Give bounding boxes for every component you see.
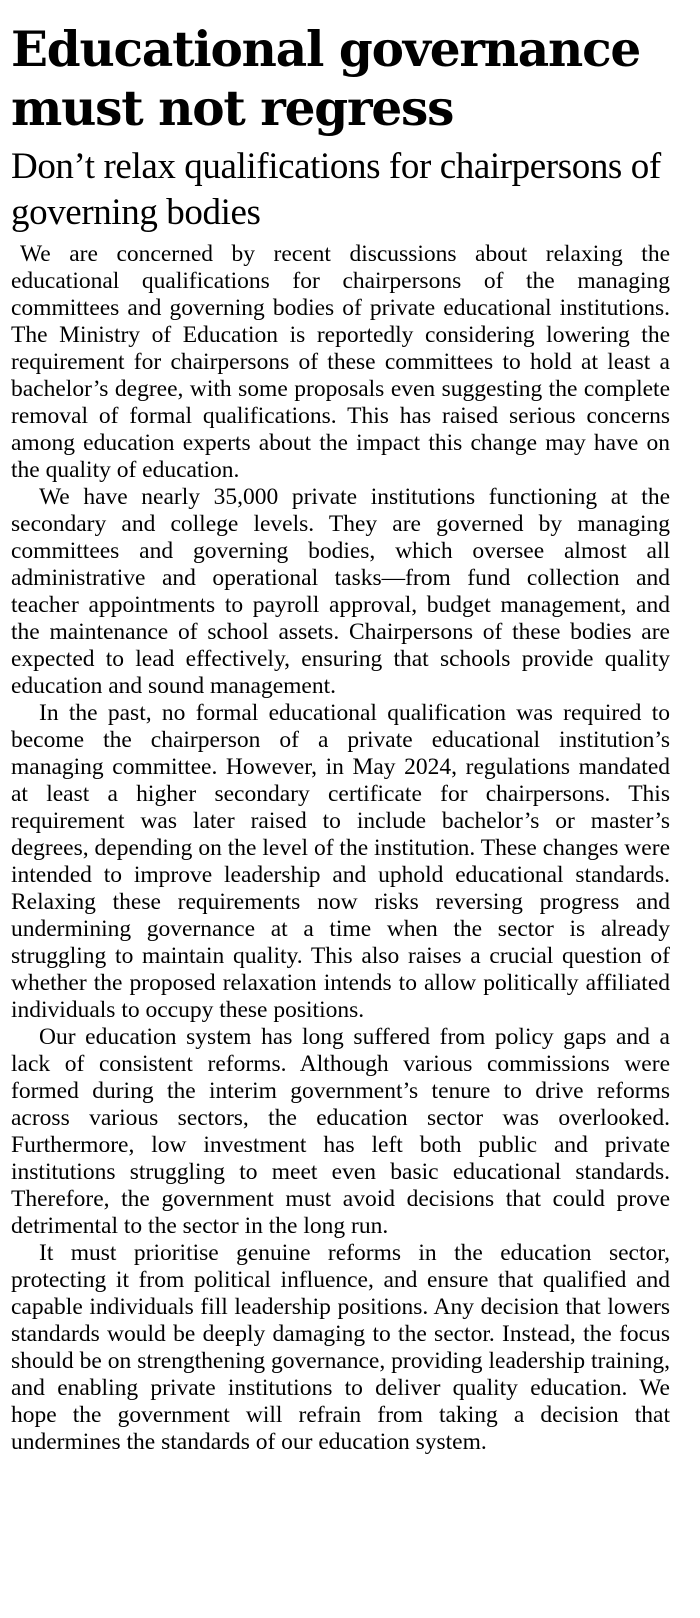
article-body: [11, 241, 670, 1456]
paragraph-5: It must prioritise genuine reforms in the education sector, protecting it from political influence, and ensure that qualified and capable individuals fill leadership positions. Any decision that lowers standards would be deeply damaging to the sector. Instead, the focus should be on strengthening governance, providing leadership training, and enabling private institutions to deliver quality education. We hope the government will refrain from taking a decision that undermines the standards of our education system.: [11, 1240, 670, 1455]
paragraph-4: Our education system has long suffered from policy gaps and a lack of consistent reforms. Although various commissions were formed during the interim government’s tenure to drive reforms across various sectors, the education sector was overlooked. Furthermore, low investment has left both public and private institutions struggling to meet even basic educational standards. Therefore, the government must avoid decisions that could prove detrimental to the sector in the long run.: [11, 1024, 670, 1239]
headline: Educational governance must not regress: [11, 21, 641, 137]
paragraph-2: We have nearly 35,000 private institutions functioning at the secondary and college levels. They are governed by managing committees and governing bodies, which oversee almost all administrative and operational tasks—from fund collection and teacher appointments to payroll approval, budget management, and the maintenance of school assets. Chairpersons of these bodies are expected to lead effectively, ensuring that schools provide quality education and sound management.: [11, 484, 670, 699]
subheadline: Don’t relax qualifications for chairpersons of governing bodies: [11, 146, 661, 233]
paragraph-1: We are concerned by recent discussions about relaxing the educational qualifications for chairpersons of the managing committees and governing bodies of private educational institutions. The Ministry of Education is reportedly considering lowering the requirement for chairpersons of these committees to hold at least a bachelor’s degree, with some proposals even suggesting the complete removal of formal qualifications. This has raised serious concerns among education experts about the impact this change may have on the quality of education.: [11, 241, 670, 483]
paragraph-3: In the past, no formal educational qualification was required to become the chairperson of a private educational institution’s managing committee. However, in May 2024, regulations mandated at least a higher secondary certificate for chairpersons. This requirement was later raised to include bachelor’s or master’s degrees, depending on the level of the institution. These changes were intended to improve leadership and uphold educational standards. Relaxing these requirements now risks reversing progress and undermining governance at a time when the sector is already struggling to maintain quality. This also raises a crucial question of whether the proposed relaxation intends to allow politically affiliated individuals to occupy these positions.: [11, 700, 670, 1023]
